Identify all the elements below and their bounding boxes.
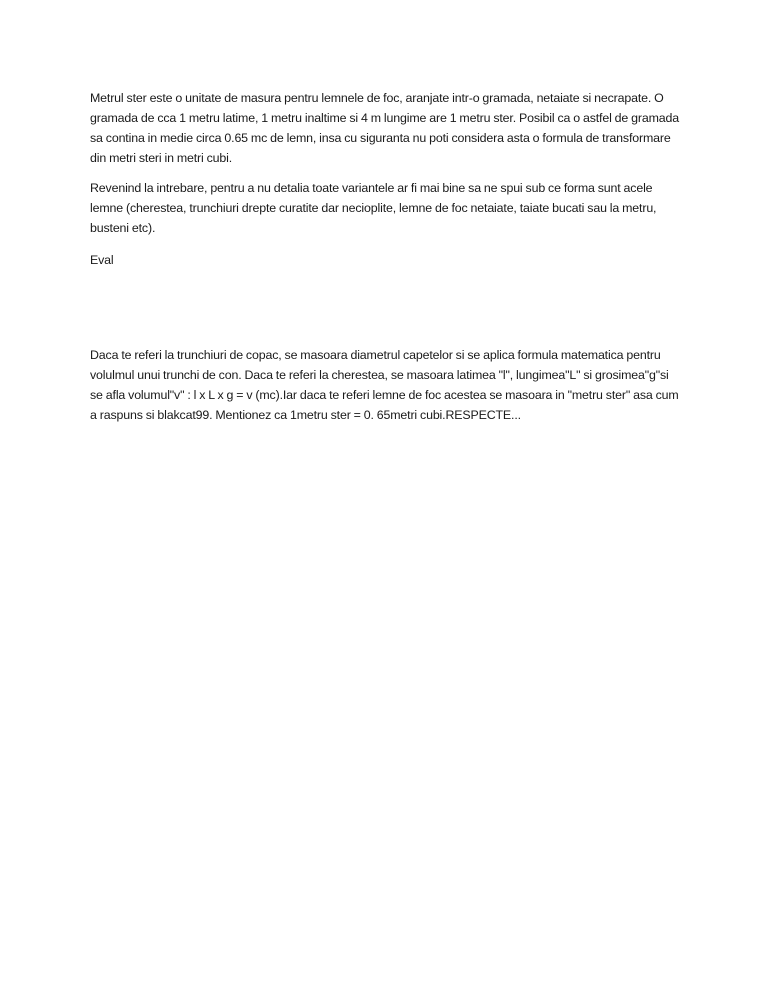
paragraph-revenind-la-intrebare: Revenind la intrebare, pentru a nu detalia toate variantele ar fi mai bine sa ne spui sub ce forma sunt acele lemne (cherestea, trunchiuri drepte curatite dar necioplite, lemne de foc netaiate, taiate bucati sau la metru, busteni etc). (90, 181, 657, 235)
paragraph-metru-ster-definition: Metrul ster este o unitate de masura pentru lemnele de foc, aranjate intr-o gramada, netaiate si necrapate. O gramada de cca 1 metru latime, 1 metru inaltime si 4 m lungime are 1 metru ster. Posibil ca o astfel de gramada sa contina in medie circa 0.65 mc de lemn, insa cu siguranta nu poti considera asta o formula de transformare din metri steri in metri cubi. (90, 91, 679, 165)
paragraph-eval: Eval (90, 253, 114, 267)
paragraph-trunchiuri-formula: Daca te referi la trunchiuri de copac, se masoara diametrul capetelor si se aplica formula matematica pentru volulmul unui trunchi de con. Daca te referi la cherestea, se masoara latimea "l", lungimea"L" si grosimea"g"si se afla volumul"v" : l x L x g = v (mc).Iar daca te referi lemne de foc acestea se masoara in "metru ster" asa cum a raspuns si blakcat99. Mentionez ca 1metru ster = 0. 65metri cubi.RESPECTE... (90, 348, 679, 422)
